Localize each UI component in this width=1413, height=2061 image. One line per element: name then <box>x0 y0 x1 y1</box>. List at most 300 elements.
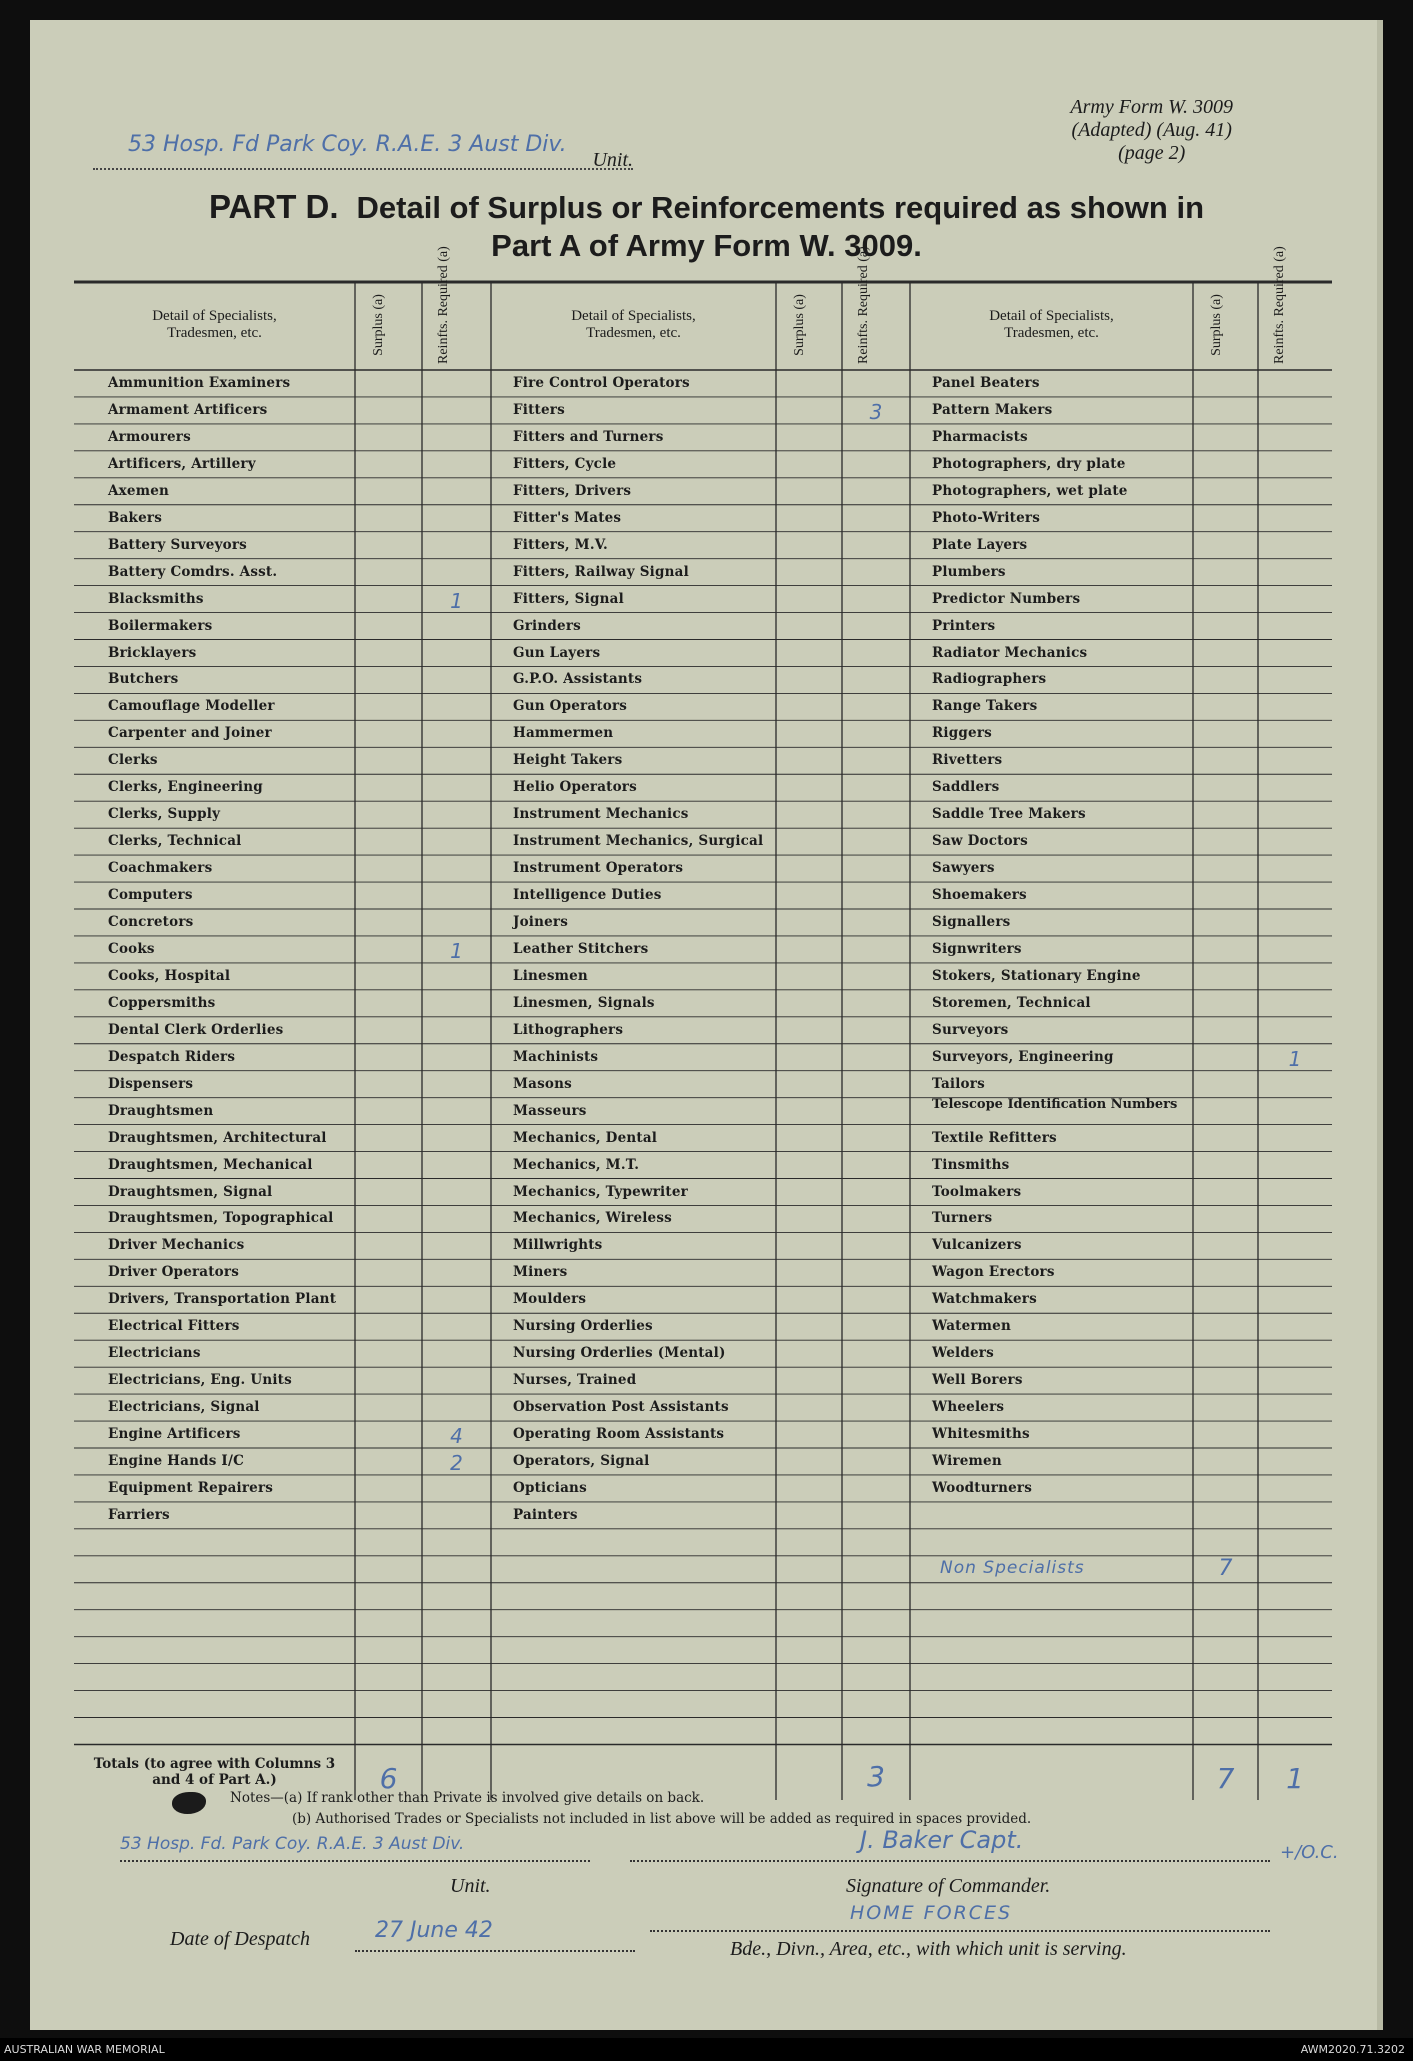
surplus-cell[interactable] <box>355 424 422 451</box>
surplus-cell[interactable] <box>776 532 842 559</box>
totals-label: Totals (to agree with Columns 3 and 4 of Part A.) <box>93 1756 336 1789</box>
reinf-cell[interactable] <box>1258 1155 1332 1182</box>
surplus-cell[interactable] <box>355 1232 422 1259</box>
reinf-cell[interactable] <box>842 993 910 1020</box>
surplus-cell[interactable] <box>776 1259 842 1286</box>
table-row-label: Cooks, Hospital <box>108 967 231 984</box>
reinf-cell[interactable] <box>1258 508 1332 535</box>
commander-signature-field[interactable] <box>630 1820 1339 1863</box>
surplus-cell[interactable] <box>355 828 422 855</box>
reinf-cell[interactable] <box>842 1262 910 1289</box>
reinf-cell[interactable] <box>1258 804 1332 831</box>
reinf-cell[interactable] <box>842 1020 910 1047</box>
reinf-cell[interactable] <box>1258 1262 1332 1289</box>
reinf-cell[interactable] <box>422 696 491 723</box>
reinf-cell[interactable] <box>842 1208 910 1235</box>
reinf-cell[interactable] <box>842 912 910 939</box>
surplus-cell[interactable] <box>776 801 842 828</box>
surplus-cell[interactable] <box>776 1367 842 1394</box>
surplus-cell[interactable] <box>776 774 842 801</box>
surplus-cell[interactable] <box>355 801 422 828</box>
surplus-cell[interactable] <box>1193 1125 1258 1152</box>
surplus-cell[interactable] <box>776 747 842 774</box>
surplus-cell[interactable] <box>776 1125 842 1152</box>
surplus-cell[interactable] <box>776 1421 842 1448</box>
reinf-cell[interactable] <box>422 1343 491 1370</box>
surplus-cell[interactable] <box>1193 1179 1258 1206</box>
surplus-cell[interactable] <box>776 1179 842 1206</box>
surplus-cell[interactable] <box>355 909 422 936</box>
surplus-cell[interactable] <box>776 1475 842 1502</box>
reinf-cell[interactable] <box>422 777 491 804</box>
surplus-cell[interactable] <box>355 1394 422 1421</box>
reinf-cell[interactable] <box>842 696 910 723</box>
reinf-cell[interactable] <box>1258 966 1332 993</box>
reinf-cell[interactable] <box>1258 1316 1332 1343</box>
surplus-cell[interactable] <box>1193 640 1258 667</box>
table-row-label: Cooks <box>108 940 155 957</box>
table-row-label: Plumbers <box>932 563 1006 580</box>
table-row-label: Nursing Orderlies <box>513 1318 653 1335</box>
reinf-cell[interactable] <box>1258 1101 1332 1128</box>
surplus-cell[interactable] <box>1193 478 1258 505</box>
reinf-cell[interactable] <box>1258 373 1332 400</box>
reinf-cell[interactable] <box>1258 858 1332 885</box>
surplus-cell[interactable] <box>1193 397 1258 424</box>
table-row-label: Gun Operators <box>513 698 628 715</box>
surplus-cell[interactable] <box>355 1017 422 1044</box>
surplus-cell[interactable] <box>355 936 422 963</box>
surplus-cell[interactable] <box>355 559 422 586</box>
reinf-cell[interactable] <box>1258 1128 1332 1155</box>
table-row-label: Watchmakers <box>932 1291 1037 1308</box>
surplus-cell[interactable] <box>1193 1152 1258 1179</box>
table-row-label: Turners <box>932 1210 993 1227</box>
reinf-cell[interactable] <box>1258 1343 1332 1370</box>
surplus-cell[interactable] <box>776 936 842 963</box>
surplus-cell[interactable] <box>1193 559 1258 586</box>
surplus-cell[interactable] <box>355 1286 422 1313</box>
reinf-cell[interactable] <box>842 831 910 858</box>
reinf-cell[interactable] <box>1258 1397 1332 1424</box>
reinf-cell[interactable] <box>422 1235 491 1262</box>
surplus-cell[interactable] <box>355 1340 422 1367</box>
reinf-cell[interactable] <box>1258 1289 1332 1316</box>
surplus-cell[interactable] <box>355 963 422 990</box>
reinf-cell[interactable] <box>842 535 910 562</box>
surplus-cell[interactable] <box>355 586 422 613</box>
surplus-cell[interactable] <box>776 640 842 667</box>
date-field[interactable] <box>355 1920 635 1952</box>
reinf-cell[interactable] <box>422 858 491 885</box>
surplus-cell[interactable] <box>1193 747 1258 774</box>
surplus-cell[interactable] <box>776 451 842 478</box>
reinf-cell[interactable] <box>842 1235 910 1262</box>
surplus-cell[interactable] <box>1193 1448 1258 1475</box>
table-row-label: Draughtsmen <box>108 1102 214 1119</box>
commander-label: Signature of Commander. <box>846 1875 1051 1897</box>
reinf-cell[interactable] <box>1258 1235 1332 1262</box>
reinf-cell[interactable] <box>842 1370 910 1397</box>
reinf-cell[interactable] <box>842 427 910 454</box>
surplus-cell[interactable] <box>1193 936 1258 963</box>
surplus-cell[interactable] <box>776 990 842 1017</box>
surplus-cell[interactable] <box>355 1125 422 1152</box>
surplus-cell[interactable] <box>776 586 842 613</box>
surplus-cell[interactable] <box>776 559 842 586</box>
reinf-cell[interactable] <box>842 1155 910 1182</box>
surplus-cell[interactable] <box>776 1152 842 1179</box>
reinf-cell[interactable] <box>422 750 491 777</box>
reinf-cell[interactable] <box>842 481 910 508</box>
table-row-label: Wheelers <box>932 1399 1005 1416</box>
commander-signature: J. Baker Capt. <box>860 1826 1024 1854</box>
reinf-cell[interactable] <box>842 1128 910 1155</box>
column-header-surplus: Surplus (a) <box>792 294 807 356</box>
surplus-cell[interactable] <box>776 424 842 451</box>
reinf-cell[interactable] <box>1258 562 1332 589</box>
reinf-cell[interactable] <box>842 723 910 750</box>
reinf-cell[interactable] <box>422 1262 491 1289</box>
reinf-cell[interactable] <box>842 454 910 481</box>
surplus-cell[interactable] <box>776 909 842 936</box>
surplus-cell[interactable] <box>1193 1421 1258 1448</box>
surplus-cell[interactable] <box>1193 532 1258 559</box>
surplus-cell[interactable] <box>1193 720 1258 747</box>
table-row-label: Leather Stitchers <box>513 940 649 957</box>
surplus-cell[interactable] <box>776 1071 842 1098</box>
formation-field[interactable] <box>650 1900 1270 1932</box>
surplus-cell[interactable] <box>355 1152 422 1179</box>
reinf-cell[interactable] <box>842 777 910 804</box>
surplus-cell[interactable] <box>1193 1098 1258 1125</box>
table-row-label: Instrument Mechanics <box>513 806 689 823</box>
surplus-cell[interactable] <box>1193 370 1258 397</box>
reinf-cell[interactable] <box>422 400 491 427</box>
surplus-cell[interactable] <box>355 774 422 801</box>
surplus-cell[interactable] <box>355 855 422 882</box>
reinf-cell[interactable] <box>842 1451 910 1478</box>
reinf-cell[interactable] <box>842 1316 910 1343</box>
totals-col3-reinf[interactable]: 1 <box>1286 1762 1304 1796</box>
surplus-cell[interactable] <box>355 1448 422 1475</box>
reinf-cell[interactable] <box>842 562 910 589</box>
reinf-cell[interactable] <box>1258 912 1332 939</box>
surplus-cell[interactable] <box>1193 1394 1258 1421</box>
reinf-cell[interactable] <box>422 427 491 454</box>
reinf-cell[interactable] <box>842 669 910 696</box>
reinf-cell[interactable] <box>422 912 491 939</box>
reinf-cell[interactable] <box>422 885 491 912</box>
surplus-cell[interactable] <box>776 828 842 855</box>
surplus-cell[interactable] <box>1193 1286 1258 1313</box>
surplus-cell[interactable] <box>1193 855 1258 882</box>
reinf-cell[interactable] <box>1258 1451 1332 1478</box>
surplus-cell[interactable] <box>1193 1044 1258 1071</box>
signature-unit-field[interactable] <box>120 1820 590 1862</box>
footer-left: AUSTRALIAN WAR MEMORIAL <box>4 2043 165 2056</box>
reinf-cell[interactable]: 1 <box>450 938 463 963</box>
reinf-cell[interactable]: 2 <box>450 1451 463 1475</box>
reinf-cell[interactable] <box>1258 723 1332 750</box>
surplus-cell[interactable] <box>776 1340 842 1367</box>
table-row-label: Printers <box>932 617 996 634</box>
surplus-cell[interactable] <box>355 1044 422 1071</box>
reinf-cell[interactable] <box>422 1208 491 1235</box>
surplus-cell[interactable] <box>776 1232 842 1259</box>
reinf-cell[interactable] <box>1258 1182 1332 1209</box>
reinf-cell[interactable] <box>842 643 910 670</box>
surplus-cell[interactable] <box>1193 451 1258 478</box>
surplus-cell[interactable] <box>355 693 422 720</box>
reinf-cell[interactable] <box>422 804 491 831</box>
reinf-cell[interactable] <box>1258 1020 1332 1047</box>
surplus-cell[interactable] <box>776 1502 842 1529</box>
surplus-cell[interactable] <box>1193 586 1258 613</box>
reinf-cell[interactable] <box>842 1343 910 1370</box>
reinf-cell[interactable] <box>1258 885 1332 912</box>
reinf-cell[interactable]: 3 <box>869 399 883 424</box>
reinf-cell[interactable] <box>1258 400 1332 427</box>
reinf-cell[interactable] <box>842 1047 910 1074</box>
surplus-cell[interactable] <box>776 370 842 397</box>
surplus-cell[interactable] <box>1193 424 1258 451</box>
reinf-cell[interactable] <box>1258 939 1332 966</box>
reinf-cell[interactable] <box>422 1478 491 1505</box>
surplus-cell[interactable] <box>776 1394 842 1421</box>
reinf-cell[interactable] <box>1258 831 1332 858</box>
reinf-cell[interactable] <box>842 804 910 831</box>
table-row-label: Draughtsmen, Topographical <box>108 1210 334 1227</box>
surplus-cell[interactable] <box>1193 1232 1258 1259</box>
table-row-label: Fitters <box>513 401 565 418</box>
surplus-cell[interactable] <box>776 1017 842 1044</box>
reinf-cell[interactable] <box>422 535 491 562</box>
reinf-cell[interactable] <box>422 1047 491 1074</box>
surplus-cell[interactable] <box>1193 828 1258 855</box>
surplus-cell[interactable] <box>355 720 422 747</box>
reinf-cell[interactable] <box>842 1074 910 1101</box>
reinf-cell[interactable] <box>1258 696 1332 723</box>
reinf-cell[interactable] <box>422 481 491 508</box>
reinf-cell[interactable] <box>1258 481 1332 508</box>
column-header-detail: Detail of Specialists, Tradesmen, etc. <box>571 308 696 341</box>
table-row-label: Tinsmiths <box>932 1156 1010 1173</box>
reinf-cell[interactable] <box>842 858 910 885</box>
surplus-cell[interactable] <box>1193 801 1258 828</box>
reinf-cell[interactable] <box>422 1370 491 1397</box>
reinf-cell[interactable] <box>1258 1424 1332 1451</box>
table-row-label: Radiographers <box>932 671 1047 688</box>
formation-handwritten: HOME FORCES <box>850 1902 1013 1924</box>
reinf-cell[interactable] <box>842 1182 910 1209</box>
surplus-cell[interactable] <box>1193 1205 1258 1232</box>
surplus-cell[interactable] <box>355 1367 422 1394</box>
reinf-cell[interactable] <box>422 508 491 535</box>
reinf-cell[interactable]: 1 <box>450 588 463 613</box>
surplus-cell[interactable] <box>776 693 842 720</box>
reinf-cell[interactable] <box>422 1155 491 1182</box>
table-row-label: Grinders <box>513 617 581 634</box>
totals-col2-reinf[interactable]: 3 <box>867 1760 885 1794</box>
surplus-cell[interactable] <box>355 1502 422 1529</box>
surplus-cell[interactable] <box>355 613 422 640</box>
reinf-cell[interactable] <box>422 562 491 589</box>
table-row-label: Fitters, M.V. <box>513 536 608 553</box>
reinf-cell[interactable] <box>842 373 910 400</box>
reinf-cell[interactable] <box>422 643 491 670</box>
surplus-cell[interactable] <box>355 1098 422 1125</box>
reinf-cell[interactable] <box>842 616 910 643</box>
reinf-cell[interactable] <box>842 508 910 535</box>
reinf-cell[interactable] <box>1258 427 1332 454</box>
non-specialists-surplus[interactable]: 7 <box>1218 1555 1233 1581</box>
surplus-cell[interactable] <box>1193 882 1258 909</box>
surplus-cell[interactable] <box>355 478 422 505</box>
surplus-cell[interactable] <box>355 882 422 909</box>
reinf-cell[interactable] <box>1258 750 1332 777</box>
surplus-cell[interactable] <box>776 1044 842 1071</box>
surplus-cell[interactable] <box>1193 774 1258 801</box>
reinf-cell[interactable] <box>1258 535 1332 562</box>
surplus-cell[interactable] <box>1193 1475 1258 1502</box>
surplus-cell[interactable] <box>355 1179 422 1206</box>
reinf-cell[interactable] <box>422 373 491 400</box>
surplus-cell[interactable] <box>355 1313 422 1340</box>
reinf-cell[interactable] <box>422 1316 491 1343</box>
reinf-cell[interactable] <box>422 1182 491 1209</box>
reinf-cell[interactable] <box>422 1074 491 1101</box>
surplus-cell[interactable] <box>1193 1017 1258 1044</box>
reinf-cell[interactable] <box>1258 669 1332 696</box>
reinf-cell[interactable] <box>842 1478 910 1505</box>
surplus-cell[interactable] <box>1193 1340 1258 1367</box>
surplus-cell[interactable] <box>355 666 422 693</box>
surplus-cell[interactable] <box>1193 963 1258 990</box>
surplus-cell[interactable] <box>776 666 842 693</box>
reinf-cell[interactable] <box>842 1505 910 1532</box>
reinf-cell[interactable] <box>842 1289 910 1316</box>
reinf-cell[interactable] <box>842 1424 910 1451</box>
reinf-cell[interactable] <box>422 669 491 696</box>
surplus-cell[interactable] <box>776 505 842 532</box>
reinf-cell[interactable] <box>842 1101 910 1128</box>
reinf-cell[interactable]: 4 <box>450 1424 463 1449</box>
reinf-cell[interactable] <box>422 1289 491 1316</box>
surplus-cell[interactable] <box>776 1098 842 1125</box>
surplus-cell[interactable] <box>355 1475 422 1502</box>
surplus-cell[interactable] <box>355 1259 422 1286</box>
surplus-cell[interactable] <box>355 505 422 532</box>
surplus-cell[interactable] <box>355 1421 422 1448</box>
table-row-label: Draughtsmen, Signal <box>108 1183 273 1200</box>
surplus-cell[interactable] <box>1193 1367 1258 1394</box>
surplus-cell[interactable] <box>776 963 842 990</box>
reinf-cell[interactable] <box>842 939 910 966</box>
surplus-cell[interactable] <box>1193 505 1258 532</box>
surplus-cell[interactable] <box>355 747 422 774</box>
totals-col3-surplus[interactable]: 7 <box>1216 1762 1235 1796</box>
surplus-cell[interactable] <box>1193 666 1258 693</box>
surplus-cell[interactable] <box>776 720 842 747</box>
surplus-cell[interactable] <box>355 532 422 559</box>
reinf-cell[interactable] <box>1258 993 1332 1020</box>
table-row-label: Millwrights <box>513 1237 603 1254</box>
reinf-cell[interactable] <box>422 1397 491 1424</box>
reinf-cell[interactable] <box>422 1505 491 1532</box>
surplus-cell[interactable] <box>1193 613 1258 640</box>
reinf-cell[interactable] <box>842 885 910 912</box>
reinf-cell[interactable] <box>422 1128 491 1155</box>
reinf-cell[interactable] <box>422 1101 491 1128</box>
reinf-cell[interactable] <box>1258 454 1332 481</box>
totals-col1-reinf[interactable]: 6 <box>379 1762 398 1796</box>
surplus-cell[interactable] <box>355 397 422 424</box>
surplus-cell[interactable] <box>776 1313 842 1340</box>
surplus-cell[interactable] <box>1193 1313 1258 1340</box>
surplus-cell[interactable] <box>776 613 842 640</box>
surplus-cell[interactable] <box>355 451 422 478</box>
reinf-cell[interactable]: 1 <box>1288 1046 1302 1071</box>
reinf-cell[interactable] <box>1258 616 1332 643</box>
reinf-cell[interactable] <box>1258 777 1332 804</box>
surplus-cell[interactable] <box>355 1205 422 1232</box>
surplus-cell[interactable] <box>1193 1259 1258 1286</box>
surplus-cell[interactable] <box>355 990 422 1017</box>
table-row-label: Gun Layers <box>513 644 601 661</box>
reinf-cell[interactable] <box>422 831 491 858</box>
surplus-cell[interactable] <box>776 397 842 424</box>
reinf-cell[interactable] <box>422 616 491 643</box>
reinf-cell[interactable] <box>422 966 491 993</box>
surplus-cell[interactable] <box>776 855 842 882</box>
reinf-cell[interactable] <box>1258 1478 1332 1505</box>
reinf-cell[interactable] <box>842 589 910 616</box>
reinf-cell[interactable] <box>422 993 491 1020</box>
table-row-label: Surveyors, Engineering <box>932 1048 1114 1065</box>
reinf-cell[interactable] <box>422 454 491 481</box>
reinf-cell[interactable] <box>842 1397 910 1424</box>
surplus-cell[interactable] <box>355 1071 422 1098</box>
reinf-cell[interactable] <box>1258 1370 1332 1397</box>
surplus-cell[interactable] <box>776 882 842 909</box>
reinf-cell[interactable] <box>1258 589 1332 616</box>
table-row-label: Welders <box>932 1345 994 1362</box>
surplus-cell[interactable] <box>1193 909 1258 936</box>
reinf-cell[interactable] <box>422 1020 491 1047</box>
surplus-cell[interactable] <box>1193 1071 1258 1098</box>
reinf-cell[interactable] <box>1258 1074 1332 1101</box>
surplus-cell[interactable] <box>776 1448 842 1475</box>
surplus-cell[interactable] <box>1193 990 1258 1017</box>
surplus-cell[interactable] <box>776 1205 842 1232</box>
reinf-cell[interactable] <box>422 723 491 750</box>
table-row-label: Mechanics, Wireless <box>513 1210 672 1227</box>
table-row-label: Range Takers <box>932 698 1038 715</box>
surplus-cell[interactable] <box>355 370 422 397</box>
surplus-cell[interactable] <box>1193 693 1258 720</box>
reinf-cell[interactable] <box>1258 643 1332 670</box>
table-row-label: Intelligence Duties <box>513 887 662 904</box>
table-grid <box>30 20 1383 1800</box>
reinf-cell[interactable] <box>842 966 910 993</box>
reinf-cell[interactable] <box>842 750 910 777</box>
surplus-cell[interactable] <box>776 1286 842 1313</box>
reinf-cell[interactable] <box>1258 1208 1332 1235</box>
table-row-label: Bakers <box>108 509 163 526</box>
surplus-cell[interactable] <box>355 640 422 667</box>
surplus-cell[interactable] <box>776 478 842 505</box>
